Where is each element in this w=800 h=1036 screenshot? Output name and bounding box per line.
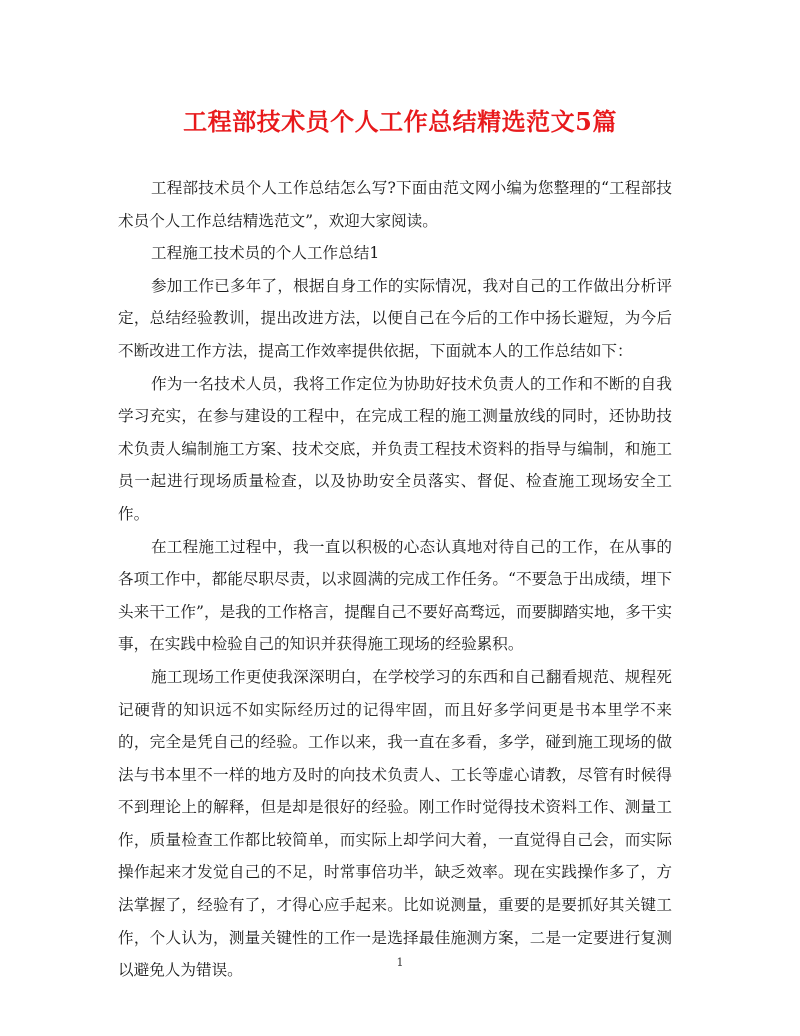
- document-title: 工程部技术员个人工作总结精选范文5篇: [183, 107, 617, 136]
- body-paragraph: 参加工作已多年了，根据自身工作的实际情况，我对自己的工作做出分析评定，总结经验教训，提出改进方法，以便自己在今后的工作中扬长避短，为今后不断改进工作方法，提高工作效率提供依据，下面就本人的工作总结如下：: [118, 276, 672, 360]
- body-paragraph: 施工现场工作更使我深深明白，在学校学习的东西和自己翻看规范、规程死记硬背的知识远不如实际经历过的记得牢固，而且好多学问更是书本里学不来的，完全是凭自己的经验。工作以来，我一直在多看，多学，碰到施工现场的做法与书本里不一样的地方及时的向技术负责人、工长等虚心请教，尽管有时候得不到理论上的解释，但是却是很好的经验。刚工作时觉得技术资料工作、测量工作，质量检查工作都比较简单，而实际上却学问大着，一直觉得自己会，而实际操作起来才发觉自己的不足，时常事倍功半，缺乏效率。现在实践操作多了，方法掌握了，经验有了，才得心应手起来。比如说测量，重要的是要抓好其关键工作，个人认为，测量关键性的工作一是选择最佳施测方案，二是一定要进行复测以避免人为错误。: [118, 667, 672, 980]
- body-paragraph: 在工程施工过程中，我一直以积极的心态认真地对待自己的工作，在从事的各项工作中，都能尽职尽责，以求圆满的完成工作任务。“不要急于出成绩，埋下头来干工作”，是我的工作格言，提醒自己不要好高骛远，而要脚踏实地，多干实事，在实践中检验自己的知识并获得施工现场的经验累积。: [118, 537, 672, 654]
- section-heading: 工程施工技术员的个人工作总结1: [151, 244, 380, 263]
- document-body: [118, 172, 672, 987]
- body-paragraph: 作为一名技术人员，我将工作定位为协助好技术负责人的工作和不断的自我学习充实，在参与建设的工程中，在完成工程的施工测量放线的同时，还协助技术负责人编制施工方案、技术交底，并负责工程技术资料的指导与编制，和施工员一起进行现场质量检查，以及协助安全员落实、督促、检查施工现场安全工作。: [118, 374, 672, 523]
- intro-paragraph: 工程部技术员个人工作总结怎么写?下面由范文网小编为您整理的“工程部技术员个人工作总结精选范文”，欢迎大家阅读。: [118, 179, 672, 230]
- page-number: 1: [396, 956, 404, 969]
